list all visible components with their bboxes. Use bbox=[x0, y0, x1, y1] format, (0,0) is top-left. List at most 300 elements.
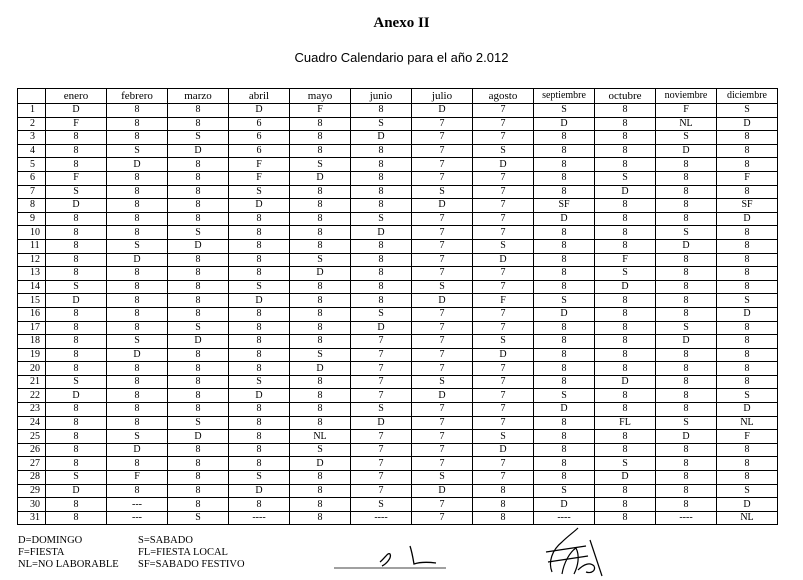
month-header: noviembre bbox=[656, 89, 717, 104]
calendar-cell: 7 bbox=[412, 171, 473, 185]
day-number: 10 bbox=[18, 226, 46, 240]
calendar-cell: 8 bbox=[107, 212, 168, 226]
calendar-cell: 8 bbox=[656, 362, 717, 376]
calendar-cell: 8 bbox=[717, 362, 778, 376]
table-row bbox=[18, 158, 778, 172]
calendar-cell: 7 bbox=[412, 117, 473, 131]
day-number: 29 bbox=[18, 484, 46, 498]
calendar-cell: 7 bbox=[473, 403, 534, 417]
calendar-cell: 8 bbox=[656, 484, 717, 498]
calendar-cell: 8 bbox=[351, 104, 412, 118]
calendar-cell: 8 bbox=[107, 484, 168, 498]
table-row bbox=[18, 471, 778, 485]
calendar-cell: S bbox=[290, 158, 351, 172]
calendar-cell: 8 bbox=[595, 430, 656, 444]
calendar-cell: 8 bbox=[290, 185, 351, 199]
calendar-cell: 8 bbox=[717, 335, 778, 349]
calendar-cell: S bbox=[168, 226, 229, 240]
calendar-cell: 7 bbox=[412, 498, 473, 512]
day-number: 9 bbox=[18, 212, 46, 226]
calendar-cell: 8 bbox=[168, 158, 229, 172]
calendar-cell: S bbox=[412, 280, 473, 294]
calendar-cell: 7 bbox=[473, 185, 534, 199]
calendar-cell: 8 bbox=[168, 171, 229, 185]
calendar-cell: S bbox=[473, 430, 534, 444]
calendar-cell: 8 bbox=[107, 199, 168, 213]
calendar-cell: 8 bbox=[534, 185, 595, 199]
calendar-cell: S bbox=[473, 144, 534, 158]
calendar-cell: S bbox=[473, 335, 534, 349]
calendar-cell: S bbox=[107, 430, 168, 444]
calendar-cell: 8 bbox=[46, 498, 107, 512]
calendar-cell: 8 bbox=[107, 375, 168, 389]
day-number: 11 bbox=[18, 239, 46, 253]
calendar-cell: D bbox=[595, 375, 656, 389]
calendar-cell: D bbox=[46, 389, 107, 403]
calendar-cell: 7 bbox=[412, 307, 473, 321]
calendar-cell: D bbox=[717, 498, 778, 512]
calendar-cell: 8 bbox=[656, 294, 717, 308]
calendar-cell: 6 bbox=[229, 117, 290, 131]
calendar-cell: 8 bbox=[534, 362, 595, 376]
calendar-cell: 8 bbox=[290, 375, 351, 389]
calendar-cell: 8 bbox=[595, 117, 656, 131]
calendar-cell: D bbox=[107, 253, 168, 267]
calendar-cell: 8 bbox=[46, 267, 107, 281]
calendar-cell: 8 bbox=[717, 457, 778, 471]
calendar-cell: 7 bbox=[412, 403, 473, 417]
calendar-cell: 8 bbox=[534, 239, 595, 253]
calendar-cell: S bbox=[656, 416, 717, 430]
calendar-cell: 8 bbox=[290, 484, 351, 498]
calendar-cell: 8 bbox=[46, 362, 107, 376]
calendar-cell: 7 bbox=[412, 348, 473, 362]
calendar-cell: 8 bbox=[656, 199, 717, 213]
calendar-cell: 8 bbox=[46, 212, 107, 226]
calendar-cell: S bbox=[229, 471, 290, 485]
calendar-cell: 8 bbox=[107, 294, 168, 308]
calendar-cell: 8 bbox=[717, 239, 778, 253]
calendar-cell: D bbox=[351, 226, 412, 240]
calendar-cell: 8 bbox=[46, 335, 107, 349]
table-row bbox=[18, 185, 778, 199]
calendar-cell: 8 bbox=[107, 267, 168, 281]
calendar-cell: 8 bbox=[46, 131, 107, 145]
day-number: 17 bbox=[18, 321, 46, 335]
calendar-cell: 8 bbox=[656, 253, 717, 267]
calendar-cell: S bbox=[229, 185, 290, 199]
calendar-cell: 8 bbox=[534, 430, 595, 444]
calendar-cell: 8 bbox=[107, 280, 168, 294]
calendar-cell: 8 bbox=[351, 158, 412, 172]
calendar-cell: 8 bbox=[717, 280, 778, 294]
calendar-cell: S bbox=[107, 335, 168, 349]
calendar-cell: 8 bbox=[290, 131, 351, 145]
calendar-cell: S bbox=[46, 185, 107, 199]
calendar-cell: 8 bbox=[717, 253, 778, 267]
calendar-cell: 8 bbox=[595, 498, 656, 512]
calendar-cell: 8 bbox=[534, 471, 595, 485]
calendar-cell: 8 bbox=[229, 321, 290, 335]
calendar-cell: S bbox=[351, 403, 412, 417]
calendar-cell: 8 bbox=[534, 443, 595, 457]
table-row bbox=[18, 239, 778, 253]
calendar-cell: 7 bbox=[473, 212, 534, 226]
calendar-cell: D bbox=[290, 457, 351, 471]
calendar-cell: 8 bbox=[534, 226, 595, 240]
calendar-cell: ---- bbox=[351, 511, 412, 525]
calendar-cell: 8 bbox=[107, 226, 168, 240]
calendar-cell: 8 bbox=[290, 199, 351, 213]
calendar-cell: 8 bbox=[595, 131, 656, 145]
calendar-cell: 8 bbox=[595, 484, 656, 498]
calendar-cell: NL bbox=[290, 430, 351, 444]
calendar-cell: 8 bbox=[351, 239, 412, 253]
calendar-cell: S bbox=[717, 104, 778, 118]
calendar-cell: 8 bbox=[168, 199, 229, 213]
day-number: 26 bbox=[18, 443, 46, 457]
calendar-cell: 8 bbox=[717, 144, 778, 158]
calendar-cell: 8 bbox=[290, 321, 351, 335]
month-header: junio bbox=[351, 89, 412, 104]
calendar-cell: D bbox=[717, 307, 778, 321]
calendar-cell: 7 bbox=[473, 131, 534, 145]
calendar-body bbox=[18, 104, 778, 525]
calendar-cell: 7 bbox=[412, 239, 473, 253]
calendar-cell: 7 bbox=[473, 375, 534, 389]
day-number: 31 bbox=[18, 511, 46, 525]
day-number: 7 bbox=[18, 185, 46, 199]
day-number: 15 bbox=[18, 294, 46, 308]
calendar-cell: 6 bbox=[229, 131, 290, 145]
calendar-cell: 7 bbox=[412, 212, 473, 226]
calendar-cell: 8 bbox=[656, 403, 717, 417]
calendar-cell: 7 bbox=[351, 471, 412, 485]
calendar-cell: 8 bbox=[473, 484, 534, 498]
calendar-cell: 8 bbox=[168, 117, 229, 131]
day-number: 1 bbox=[18, 104, 46, 118]
calendar-cell: D bbox=[229, 294, 290, 308]
calendar-cell: NL bbox=[656, 117, 717, 131]
calendar-cell: D bbox=[473, 253, 534, 267]
calendar-cell: 8 bbox=[290, 471, 351, 485]
header-row bbox=[18, 89, 778, 104]
table-row bbox=[18, 212, 778, 226]
calendar-cell: D bbox=[351, 416, 412, 430]
calendar-cell: D bbox=[46, 104, 107, 118]
calendar-cell: 8 bbox=[168, 267, 229, 281]
legend-item: SF=SABADO FESTIVO bbox=[138, 559, 245, 570]
calendar-cell: 7 bbox=[412, 430, 473, 444]
table-row bbox=[18, 321, 778, 335]
calendar-cell: 7 bbox=[473, 267, 534, 281]
calendar-cell: 8 bbox=[290, 403, 351, 417]
calendar-cell: 8 bbox=[595, 104, 656, 118]
calendar-cell: 7 bbox=[351, 348, 412, 362]
calendar-cell: S bbox=[412, 185, 473, 199]
calendar-cell: 8 bbox=[229, 430, 290, 444]
calendar-cell: 8 bbox=[595, 144, 656, 158]
calendar-cell: S bbox=[107, 239, 168, 253]
calendar-cell: 8 bbox=[229, 362, 290, 376]
calendar-cell: 8 bbox=[168, 253, 229, 267]
calendar-cell: 8 bbox=[717, 158, 778, 172]
calendar-cell: 8 bbox=[290, 280, 351, 294]
month-header: octubre bbox=[595, 89, 656, 104]
table-row bbox=[18, 267, 778, 281]
calendar-cell: D bbox=[412, 389, 473, 403]
calendar-cell: D bbox=[229, 104, 290, 118]
calendar-cell: 8 bbox=[656, 389, 717, 403]
calendar-cell: 8 bbox=[46, 430, 107, 444]
calendar-cell: D bbox=[168, 144, 229, 158]
calendar-cell: 8 bbox=[168, 498, 229, 512]
calendar-cell: S bbox=[473, 239, 534, 253]
calendar-cell: 8 bbox=[656, 471, 717, 485]
calendar-cell: 8 bbox=[229, 267, 290, 281]
calendar-cell: S bbox=[229, 280, 290, 294]
calendar-cell: D bbox=[229, 199, 290, 213]
calendar-cell: D bbox=[656, 239, 717, 253]
calendar-cell: 8 bbox=[229, 498, 290, 512]
calendar-cell: D bbox=[168, 335, 229, 349]
calendar-cell: 8 bbox=[717, 321, 778, 335]
calendar-cell: 7 bbox=[473, 307, 534, 321]
calendar-cell: S bbox=[656, 321, 717, 335]
calendar-cell: 8 bbox=[46, 321, 107, 335]
calendar-cell: 8 bbox=[534, 321, 595, 335]
month-header: septiembre bbox=[534, 89, 595, 104]
calendar-cell: 8 bbox=[534, 457, 595, 471]
calendar-cell: 8 bbox=[168, 348, 229, 362]
calendar-cell: S bbox=[168, 511, 229, 525]
calendar-cell: S bbox=[717, 294, 778, 308]
calendar-cell: 8 bbox=[595, 199, 656, 213]
calendar-cell: 8 bbox=[473, 498, 534, 512]
calendar-cell: 7 bbox=[412, 457, 473, 471]
legend-item: FL=FIESTA LOCAL bbox=[138, 547, 228, 558]
calendar-cell: 8 bbox=[534, 158, 595, 172]
month-header: febrero bbox=[107, 89, 168, 104]
calendar-cell: 7 bbox=[412, 416, 473, 430]
day-column-header bbox=[18, 89, 46, 104]
calendar-cell: 7 bbox=[412, 362, 473, 376]
calendar-cell: 8 bbox=[656, 212, 717, 226]
calendar-cell: 8 bbox=[168, 185, 229, 199]
day-number: 25 bbox=[18, 430, 46, 444]
legend-item: D=DOMINGO bbox=[18, 535, 83, 546]
calendar-cell: 8 bbox=[595, 403, 656, 417]
calendar-cell: S bbox=[351, 498, 412, 512]
table-row bbox=[18, 403, 778, 417]
calendar-cell: D bbox=[351, 131, 412, 145]
calendar-cell: 8 bbox=[656, 307, 717, 321]
calendar-cell: 7 bbox=[473, 199, 534, 213]
day-number: 8 bbox=[18, 199, 46, 213]
calendar-cell: --- bbox=[107, 498, 168, 512]
calendar-cell: 8 bbox=[107, 104, 168, 118]
calendar-cell: 8 bbox=[229, 335, 290, 349]
calendar-cell: 8 bbox=[595, 511, 656, 525]
calendar-cell: 8 bbox=[168, 457, 229, 471]
calendar-cell: D bbox=[46, 294, 107, 308]
calendar-cell: SF bbox=[534, 199, 595, 213]
calendar-cell: S bbox=[595, 457, 656, 471]
calendar-cell: D bbox=[168, 239, 229, 253]
table-row bbox=[18, 389, 778, 403]
calendar-cell: 8 bbox=[107, 185, 168, 199]
table-row bbox=[18, 484, 778, 498]
calendar-cell: 8 bbox=[595, 307, 656, 321]
calendar-cell: 7 bbox=[412, 443, 473, 457]
calendar-cell: 8 bbox=[290, 511, 351, 525]
calendar-cell: D bbox=[107, 158, 168, 172]
calendar-cell: 8 bbox=[229, 226, 290, 240]
calendar-cell: 7 bbox=[412, 131, 473, 145]
calendar-cell: D bbox=[473, 158, 534, 172]
calendar-cell: F bbox=[229, 171, 290, 185]
calendar-cell: D bbox=[656, 335, 717, 349]
calendar-cell: 8 bbox=[717, 267, 778, 281]
day-number: 24 bbox=[18, 416, 46, 430]
calendar-cell: 8 bbox=[534, 144, 595, 158]
calendar-cell: 8 bbox=[46, 307, 107, 321]
calendar-cell: 8 bbox=[595, 321, 656, 335]
calendar-cell: 8 bbox=[656, 280, 717, 294]
calendar-cell: S bbox=[290, 443, 351, 457]
day-number: 21 bbox=[18, 375, 46, 389]
calendar-cell: 8 bbox=[656, 171, 717, 185]
calendar-cell: 7 bbox=[473, 416, 534, 430]
calendar-cell: 8 bbox=[168, 471, 229, 485]
calendar-cell: D bbox=[595, 185, 656, 199]
calendar-cell: 7 bbox=[412, 226, 473, 240]
calendar-cell: S bbox=[168, 321, 229, 335]
calendar-cell: 8 bbox=[595, 389, 656, 403]
calendar-cell: 8 bbox=[473, 511, 534, 525]
day-number: 16 bbox=[18, 307, 46, 321]
calendar-cell: 7 bbox=[412, 158, 473, 172]
month-header: diciembre bbox=[717, 89, 778, 104]
calendar-cell: 8 bbox=[351, 144, 412, 158]
calendar-cell: 8 bbox=[46, 158, 107, 172]
calendar-cell: F bbox=[290, 104, 351, 118]
day-number: 20 bbox=[18, 362, 46, 376]
calendar-cell: F bbox=[717, 430, 778, 444]
calendar-cell: 8 bbox=[168, 212, 229, 226]
table-row bbox=[18, 171, 778, 185]
calendar-cell: 8 bbox=[46, 416, 107, 430]
calendar-cell: 8 bbox=[168, 280, 229, 294]
calendar-cell: 7 bbox=[351, 375, 412, 389]
calendar-cell: 7 bbox=[351, 389, 412, 403]
calendar-cell: D bbox=[229, 389, 290, 403]
calendar-cell: D bbox=[717, 117, 778, 131]
calendar-cell: 8 bbox=[290, 389, 351, 403]
calendar-cell: 8 bbox=[656, 375, 717, 389]
calendar-cell: 7 bbox=[412, 253, 473, 267]
calendar-cell: S bbox=[168, 131, 229, 145]
calendar-cell: 8 bbox=[229, 457, 290, 471]
day-number: 30 bbox=[18, 498, 46, 512]
calendar-cell: S bbox=[229, 375, 290, 389]
calendar-cell: 8 bbox=[534, 131, 595, 145]
calendar-cell: 8 bbox=[107, 416, 168, 430]
table-row bbox=[18, 104, 778, 118]
calendar-cell: 8 bbox=[229, 416, 290, 430]
calendar-cell: D bbox=[412, 104, 473, 118]
table-row bbox=[18, 443, 778, 457]
calendar-cell: F bbox=[717, 171, 778, 185]
calendar-cell: 8 bbox=[717, 131, 778, 145]
calendar-cell: ---- bbox=[656, 511, 717, 525]
calendar-cell: 8 bbox=[351, 280, 412, 294]
calendar-cell: 8 bbox=[229, 239, 290, 253]
day-number: 28 bbox=[18, 471, 46, 485]
calendar-cell: 8 bbox=[534, 267, 595, 281]
calendar-cell: 7 bbox=[473, 321, 534, 335]
calendar-cell: 8 bbox=[595, 158, 656, 172]
calendar-cell: 8 bbox=[534, 280, 595, 294]
calendar-cell: F bbox=[473, 294, 534, 308]
month-header: abril bbox=[229, 89, 290, 104]
calendar-cell: 8 bbox=[534, 375, 595, 389]
calendar-cell: 7 bbox=[351, 457, 412, 471]
calendar-cell: D bbox=[412, 484, 473, 498]
calendar-cell: 8 bbox=[656, 158, 717, 172]
calendar-cell: D bbox=[717, 403, 778, 417]
calendar-cell: 8 bbox=[595, 335, 656, 349]
calendar-cell: 8 bbox=[595, 348, 656, 362]
calendar-cell: 8 bbox=[534, 253, 595, 267]
legend-item: NL=NO LABORABLE bbox=[18, 559, 119, 570]
day-number: 6 bbox=[18, 171, 46, 185]
calendar-cell: 8 bbox=[717, 348, 778, 362]
day-number: 3 bbox=[18, 131, 46, 145]
calendar-cell: 7 bbox=[412, 267, 473, 281]
calendar-cell: S bbox=[595, 267, 656, 281]
calendar-cell: 8 bbox=[46, 226, 107, 240]
calendar-cell: 7 bbox=[351, 335, 412, 349]
calendar-cell: 7 bbox=[473, 226, 534, 240]
calendar-cell: 8 bbox=[168, 443, 229, 457]
day-number: 18 bbox=[18, 335, 46, 349]
calendar-cell: 8 bbox=[229, 307, 290, 321]
day-number: 5 bbox=[18, 158, 46, 172]
calendar-cell: D bbox=[656, 144, 717, 158]
calendar-cell: 8 bbox=[107, 362, 168, 376]
calendar-cell: D bbox=[534, 498, 595, 512]
table-row bbox=[18, 131, 778, 145]
table-row bbox=[18, 430, 778, 444]
calendar-cell: 8 bbox=[290, 335, 351, 349]
month-header: mayo bbox=[290, 89, 351, 104]
calendar-cell: 8 bbox=[595, 362, 656, 376]
calendar-cell: 7 bbox=[412, 144, 473, 158]
calendar-cell: 8 bbox=[534, 171, 595, 185]
calendar-cell: 8 bbox=[46, 457, 107, 471]
calendar-cell: 8 bbox=[595, 294, 656, 308]
calendar-cell: 8 bbox=[168, 362, 229, 376]
day-number: 22 bbox=[18, 389, 46, 403]
calendar-cell: 7 bbox=[473, 104, 534, 118]
table-row bbox=[18, 280, 778, 294]
calendar-cell: D bbox=[412, 199, 473, 213]
calendar-cell: S bbox=[290, 348, 351, 362]
calendar-cell: F bbox=[107, 471, 168, 485]
calendar-cell: 8 bbox=[534, 416, 595, 430]
calendar-cell: 8 bbox=[656, 348, 717, 362]
